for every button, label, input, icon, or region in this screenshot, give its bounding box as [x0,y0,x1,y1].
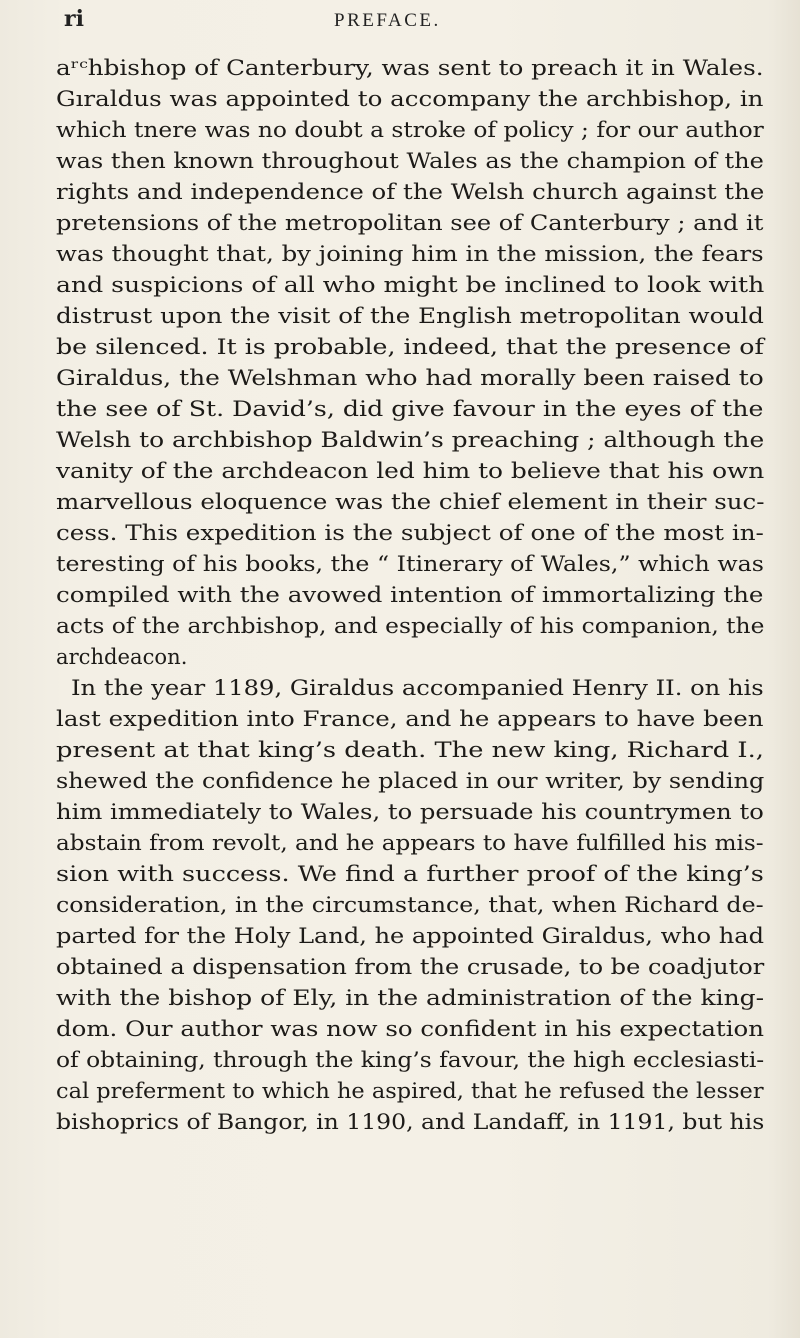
text-line: last expedition into France, and he appears to have been [56,706,764,731]
text-line: archdeacon. [56,644,188,669]
text-line: Gıraldus was appointed to accompany the archbishop, in [56,86,764,111]
text-line: be silenced. It is probable, indeed, that the presence of [56,334,764,359]
text-line: obtained a dispensation from the crusade, to be coadjutor [56,954,765,979]
text-line: consideration, in the circumstance, that, when Richard de- [56,892,764,917]
text-line: teresting of his books, the “ Itinerary of Wales,” which was [56,551,764,576]
text-line: vanity of the archdeacon led him to believe that his own [56,458,765,483]
text-line: compiled with the avowed intention of immortalizing the [56,582,764,607]
text-line: bishoprics of Bangor, in 1190, and Landaff, in 1191, but his [56,1109,765,1134]
running-head [64,6,764,36]
text-line: marvellous eloquence was the chief element in their suc- [56,489,765,514]
running-title: PREFACE. [334,10,441,31]
text-line: distrust upon the visit of the English metropolitan would [56,303,764,328]
text-line: which tnere was no doubt a stroke of policy ; for our author [56,117,764,142]
text-line: him immediately to Wales, to persuade his countrymen to [56,799,764,824]
text-line: cal preferment to which he aspired, that he refused the lesser [56,1078,764,1103]
text-line: dom. Our author was now so confident in his expectation [56,1016,764,1041]
text-line: pretensions of the metropolitan see of Canterbury ; and it [56,210,764,235]
text-line: rights and independence of the Welsh church against the [56,179,765,204]
text-line: Welsh to archbishop Baldwin’s preaching ; although the [56,427,765,452]
text-line: of obtaining, through the king’s favour, the high ecclesiasti- [56,1047,765,1072]
text-line: with the bishop of Ely, in the administration of the king- [56,985,765,1010]
text-line: present at that king’s death. The new king, Richard I., [56,737,764,762]
text-line: cess. This expedition is the subject of one of the most in- [56,520,764,545]
text-line: sion with success. We find a further proof of the king’s [56,861,764,886]
text-line: was then known throughout Wales as the champion of the [56,148,764,173]
text-line: acts of the archbishop, and especially of his companion, the [56,613,765,638]
text-line: aʳᶜhbishop of Canterbury, was sent to preach it in Wales. [56,55,764,80]
text-line: Giraldus, the Welshman who had morally been raised to [56,365,764,390]
text-line: abstain from revolt, and he appears to have fulfilled his mis- [56,830,764,855]
text-line: parted for the Holy Land, he appointed Giraldus, who had [56,923,765,948]
text-line: was thought that, by joining him in the mission, the fears [56,241,764,266]
text-line: In the year 1189, Giraldus accompanied Henry II. on his [71,675,764,700]
text-line: the see of St. David’s, did give favour in the eyes of the [56,396,764,421]
text-line: shewed the confidence he placed in our writer, by sending [56,768,765,793]
text-line: and suspicions of all who might be inclined to look with [56,272,765,297]
page-number: ri [64,6,84,32]
